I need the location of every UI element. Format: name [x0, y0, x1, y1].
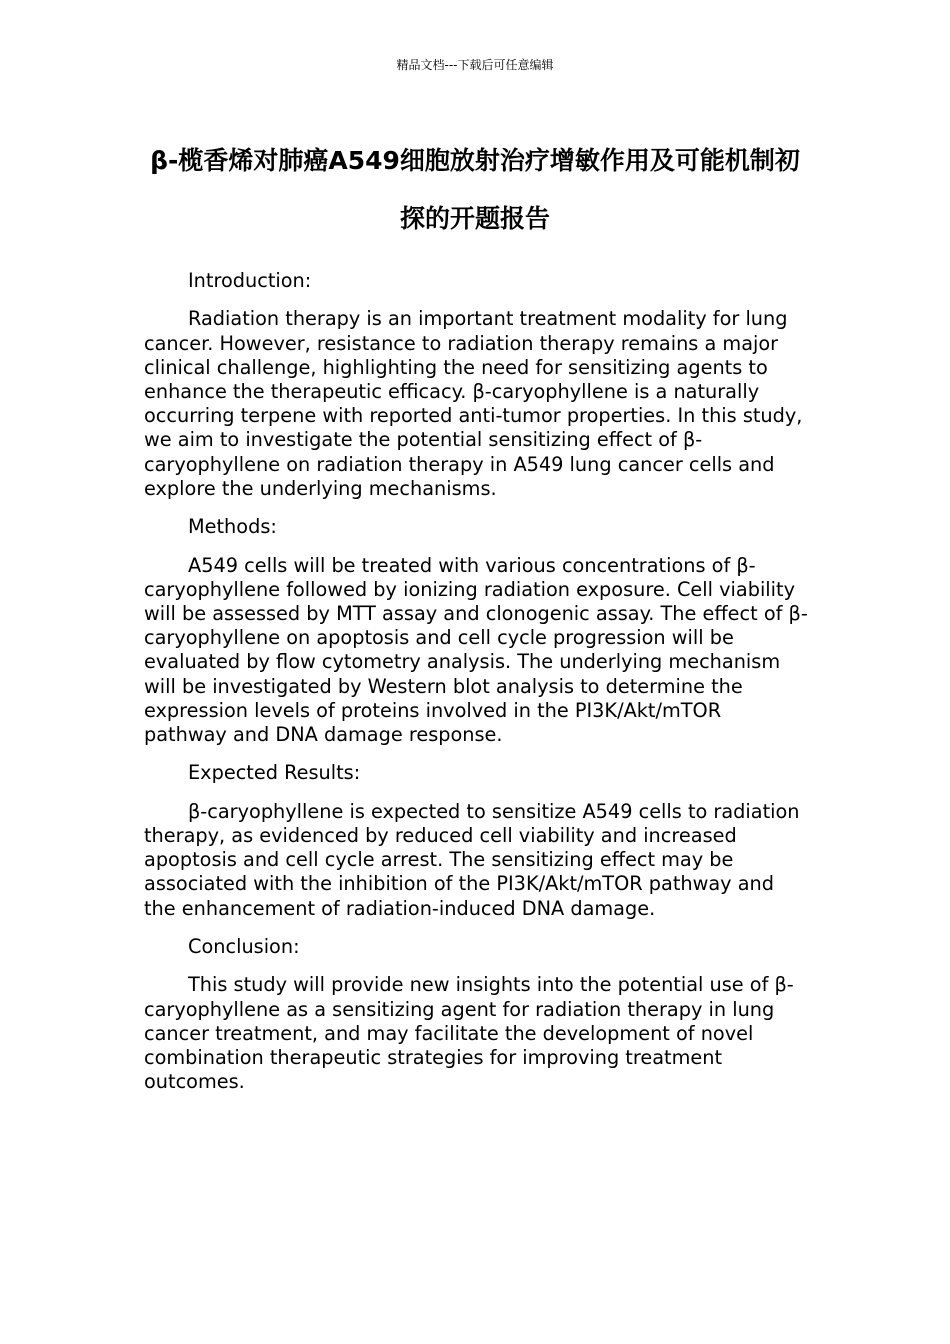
section-heading-conclusion: Conclusion:: [188, 935, 300, 958]
document-body: [144, 269, 809, 1109]
paragraph-conclusion: This study will provide new insights into the potential use of β-caryophyllene as a sensitizing agent for radiation therapy in lung cancer treatment, and may facilitate the development of novel combination therapeutic strategies for improving treatment outcomes.: [144, 973, 794, 1094]
section-heading-introduction: Introduction:: [188, 269, 312, 292]
paragraph-methods: A549 cells will be treated with various concentrations of β-caryophyllene followed by ionizing radiation exposure. Cell viability will be assessed by MTT assay and clonogenic assay. The effect of β-caryophyllene on apoptosis and cell cycle progression will be evaluated by flow cytometry analysis. The underlying mechanism will be investigated by Western blot analysis to determine the expression levels of proteins involved in the PI3K/Akt/mTOR pathway and DNA damage response.: [144, 553, 808, 747]
paragraph-introduction: Radiation therapy is an important treatment modality for lung cancer. However, resistance to radiation therapy remains a major clinical challenge, highlighting the need for sensitizing agents to enhance the therapeutic efficacy. β-caryophyllene is a naturally occurring terpene with reported anti-tumor properties. In this study, we aim to investigate the potential sensitizing effect of β-caryophyllene on radiation therapy in A549 lung cancer cells and explore the underlying mechanisms.: [144, 307, 803, 500]
paragraph-expected-results: β-caryophyllene is expected to sensitize A549 cells to radiation therapy, as evidenced by reduced cell viability and increased apoptosis and cell cycle arrest. The sensitizing effect may be associated with the inhibition of the PI3K/Akt/mTOR pathway and the enhancement of radiation-induced DNA damage.: [144, 799, 800, 920]
section-heading-methods: Methods:: [188, 515, 277, 539]
document-title: β-榄香烯对肺癌A549细胞放射治疗增敏作用及可能机制初探的开题报告: [150, 146, 800, 233]
section-heading-expected-results: Expected Results:: [188, 761, 361, 785]
page-header: 精品文档---下载后可任意编辑: [396, 58, 554, 72]
